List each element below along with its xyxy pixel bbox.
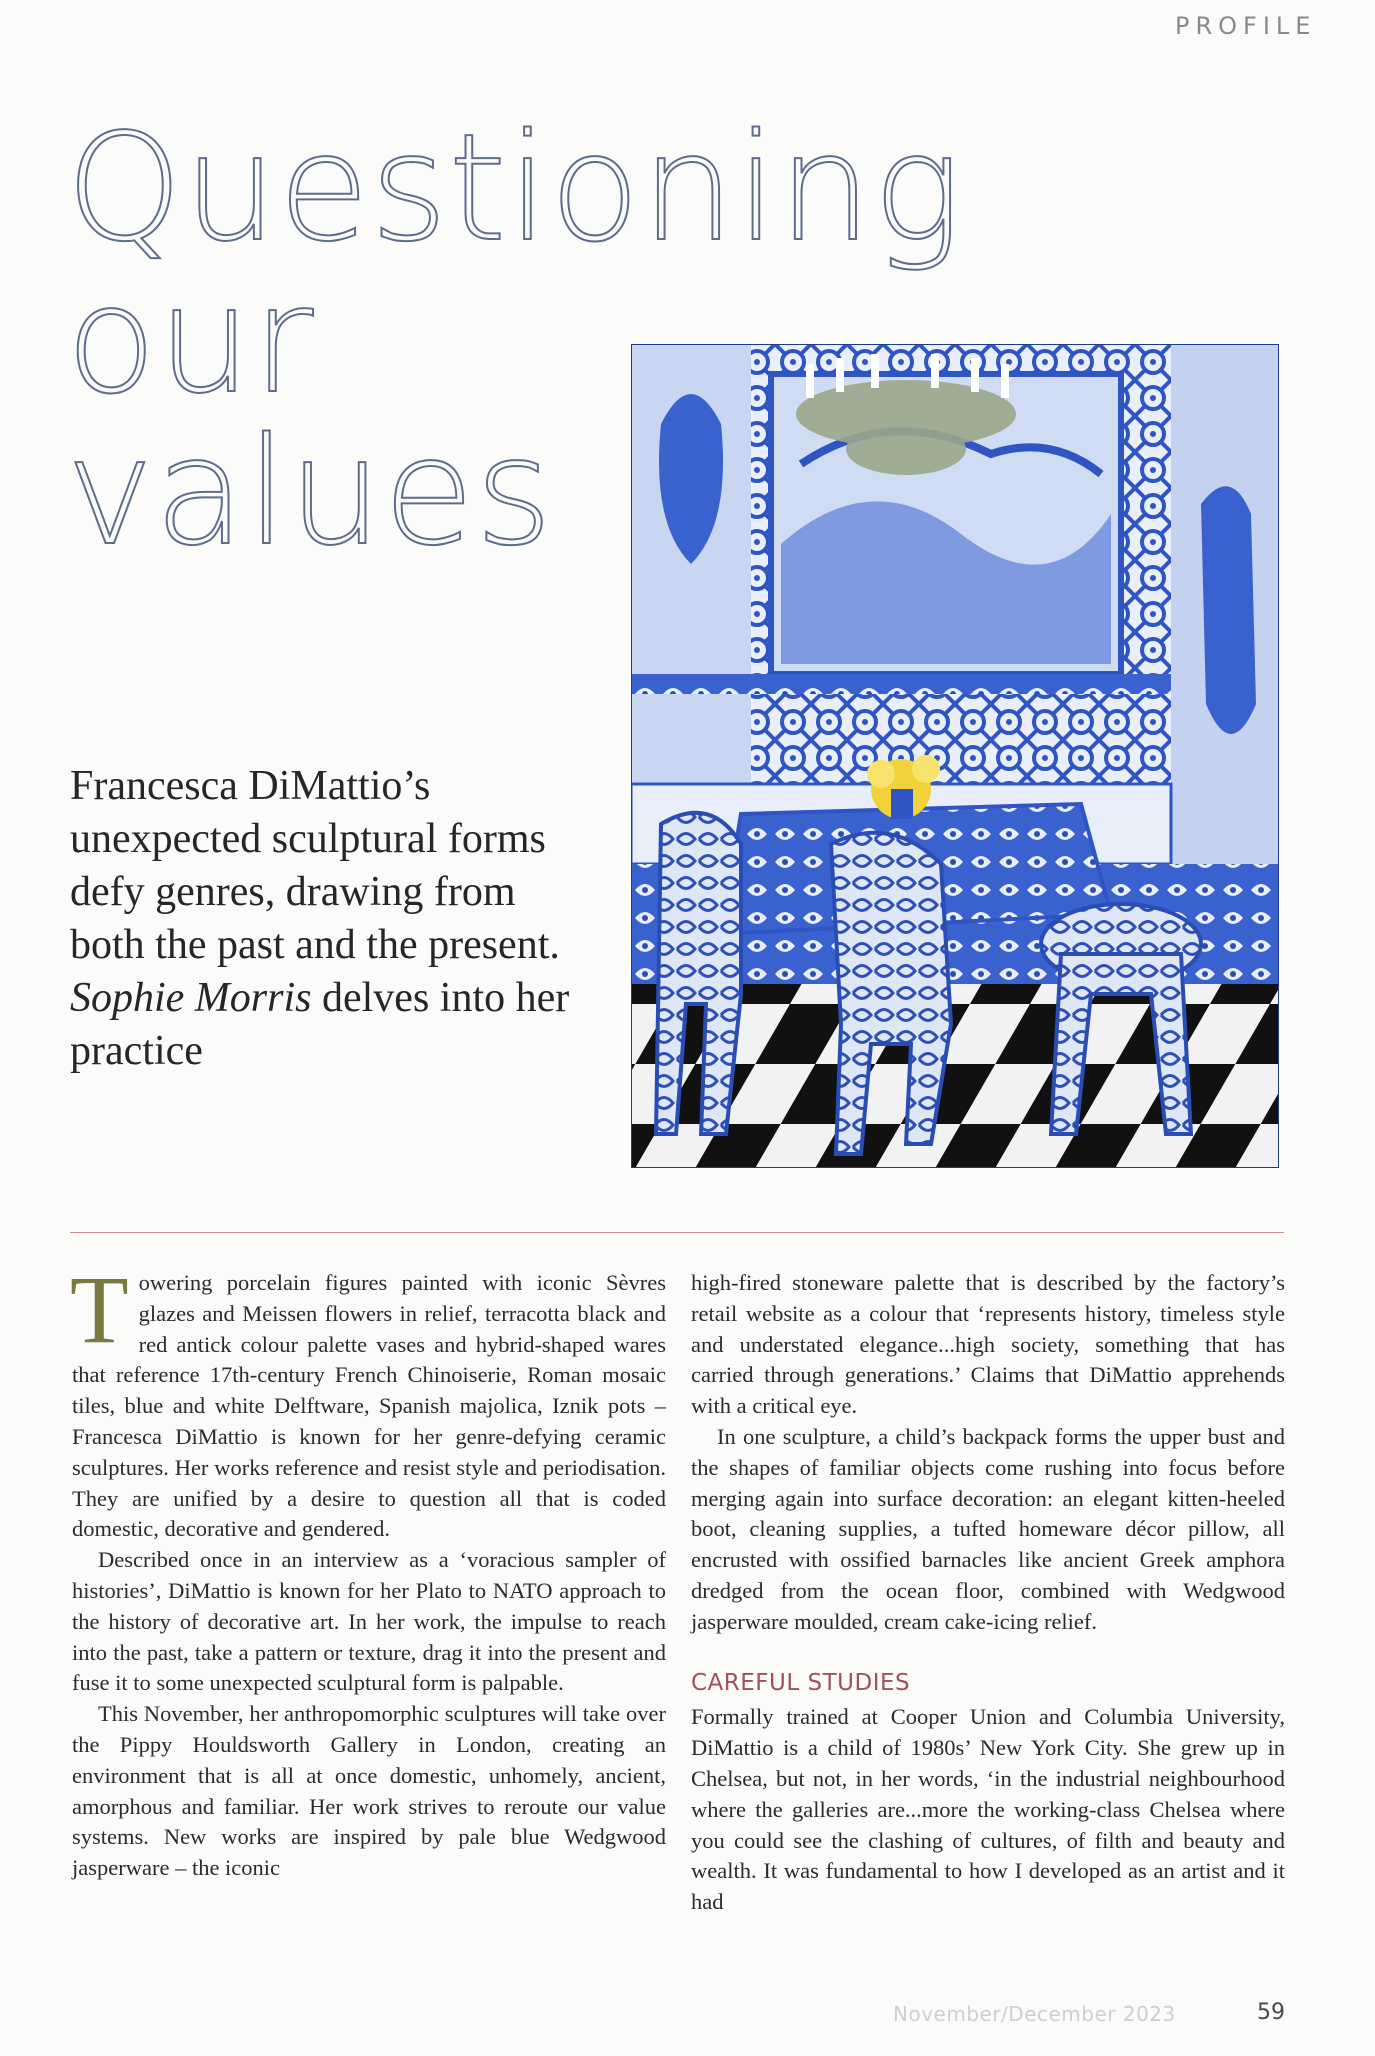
section-divider xyxy=(70,1232,1284,1233)
paragraph-2: Described once in an interview as a ‘voracious sampler of histories’, DiMattio is known for her Plato to NATO approach to the history of decorative art. In her work, the impulse to reach into the past, take a pattern or texture, drag it into the present and fuse it to some unexpected sculptural form is palpable. xyxy=(72,1547,666,1696)
paragraph-4: high-fired stoneware palette that is described by the factory’s retail website as a colour that ‘represents history, timeless style and understated elegance...high society, something that has carried through generations.’ Claims that DiMattio apprehends with a critical eye. xyxy=(691,1270,1285,1419)
section-label: PROFILE xyxy=(1175,12,1317,40)
paragraph-3: This November, her anthropomorphic sculptures will take over the Pippy Houldsworth Gallery in London, creating an environment that is all at once domestic, unhomely, ancient, amorphous and familiar. Her work strives to reroute our value systems. New works are inspired by pale blue Wedgwood jasperware – the iconic xyxy=(72,1701,666,1881)
author-name: Sophie Morris xyxy=(70,975,312,1021)
headline-line-3: values xyxy=(66,406,554,578)
headline-line-2: our xyxy=(66,254,315,426)
page-number: 59 xyxy=(1257,2000,1285,2025)
standfirst-text: Francesca DiMattio’s unexpected sculptural forms defy genres, drawing from both the past and the present. xyxy=(70,763,560,968)
paragraph-5: In one sculpture, a child’s backpack forms the upper bust and the shapes of familiar objects come rushing into focus before merging again into surface decoration: an elegant kitten-heeled boot, cleaning supplies, a tufted homeware décor pillow, all encrusted with ossified barnacles like ancient Greek amphora dredged from the ocean floor, combined with Wedgwood jasperware moulded, cream cake-icing relief. xyxy=(691,1423,1285,1634)
standfirst xyxy=(70,760,590,1078)
article-column-left xyxy=(70,1256,666,1884)
standfirst-text-end: delves into her practice xyxy=(70,975,570,1074)
paragraph-1-text: owering porcelain figures painted with iconic Sèvres glazes and Meissen flowers in relief, terracotta black and red antick colour palette vases and hybrid-shaped wares that reference 17th-century French Chinoiserie, Roman mosaic tiles, blue and white Delftware, Spanish majolica, Iznik pots – Francesca DiMattio is known for her genre-defying ceramic sculptures. Her works reference and resist style and periodisation. They are unified by a desire to question all that is coded domestic, decorative and gendered. xyxy=(72,1270,666,1542)
installation-photo xyxy=(631,344,1279,1168)
drop-cap: T xyxy=(70,1256,129,1363)
article-column-right xyxy=(691,1268,1285,1918)
paragraph-6: Formally trained at Cooper Union and Columbia University, DiMattio is a child of 1980s’ New York City. She grew up in Chelsea, but not, in her words, ‘in the industrial neighbourhood where the galleries are...more the working-class Chelsea where you could see the clashing of cultures, of filth and beauty and wealth. It was fundamental to how I developed as an artist and it had xyxy=(691,1704,1285,1915)
issue-date: November/December 2023 xyxy=(893,2002,1176,2026)
paragraph-1 xyxy=(70,1256,666,1545)
headline-line-1: Questioning xyxy=(66,102,963,274)
photo-illustration xyxy=(631,344,1279,1168)
subheading: CAREFUL STUDIES xyxy=(691,1669,911,1696)
